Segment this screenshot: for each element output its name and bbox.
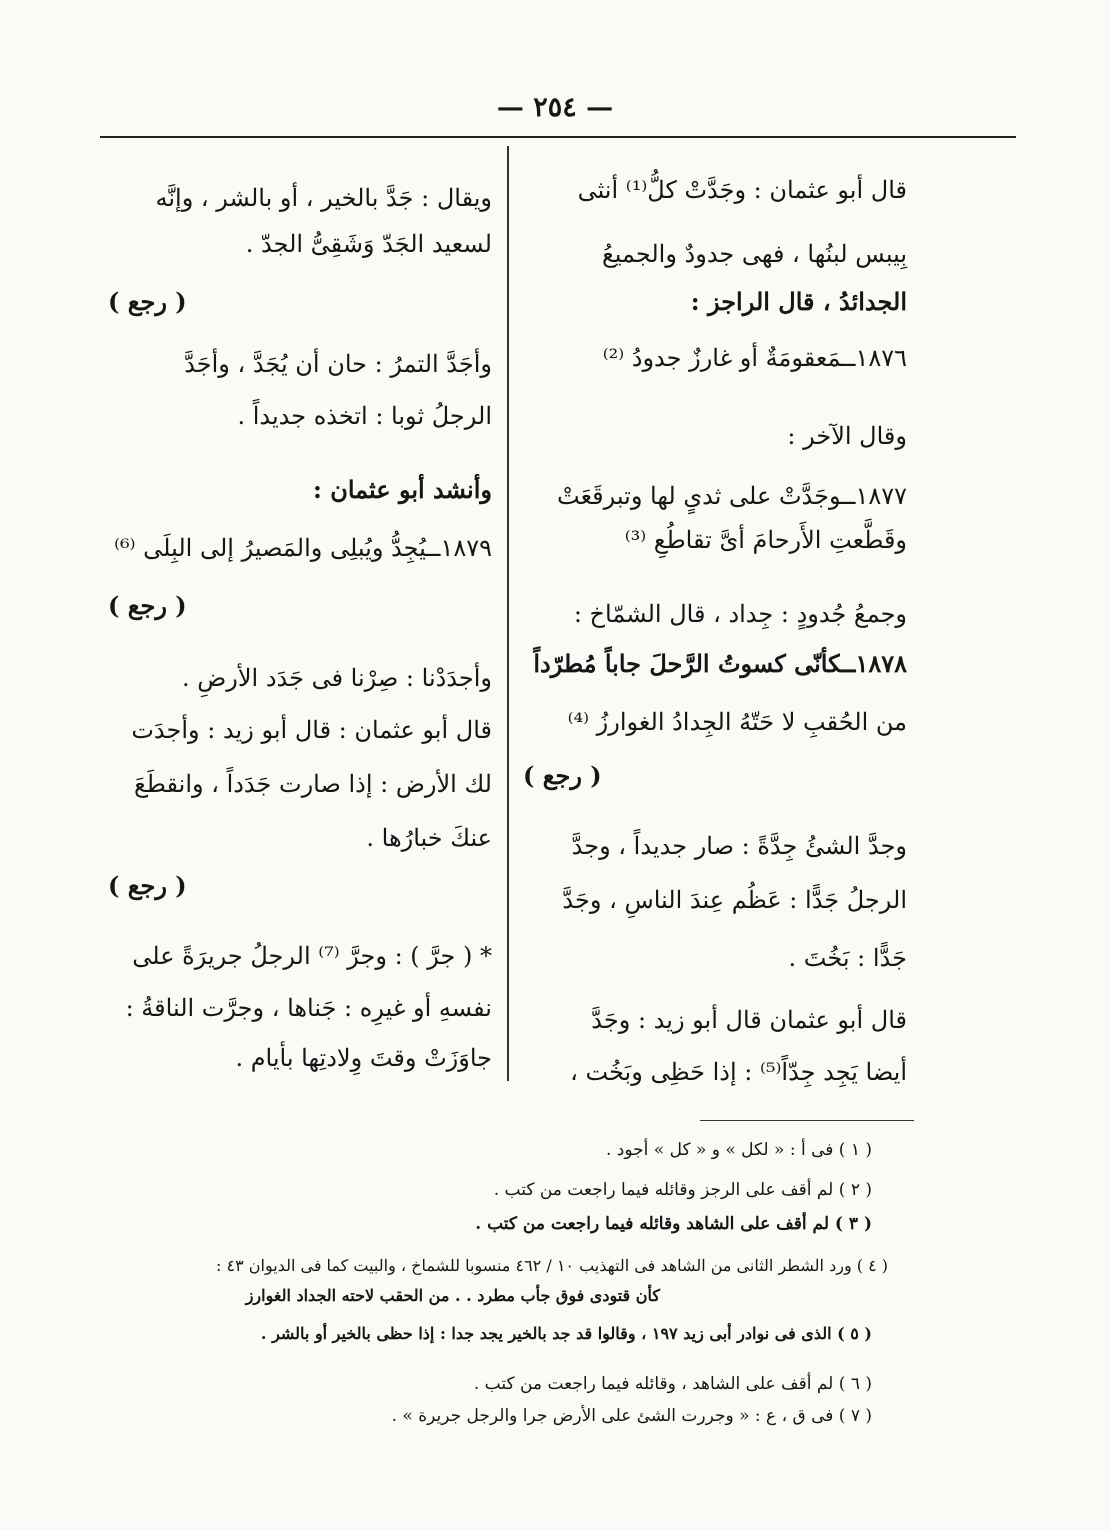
footnote: ( ٧ ) فى ق ، ع : « وجررت الشئ على الأرض جرا والرجل جريرة » . [391,1406,872,1426]
text-line: أيضا يَجِد جِدّاً⁽⁵⁾ : إذا حَظِى وبَخُت ، [570,1058,907,1086]
footnote-verse: كأن قتودى فوق جأب مطرد . . من الحقب لاحته الجداد الغوارز [245,1286,660,1305]
text-line: عنكَ خبارُها . [366,824,492,852]
text-line: الرجلُ ثوبا : اتخذه جديداً . [237,402,492,430]
footnote: ( ٤ ) ورد الشطر الثانى من الشاهد فى التهذيب ١٠ / ٤٦٢ منسوبا للشماخ ، والبيت كما فى الديوان ٤٣ : [216,1256,888,1275]
footnote: ( ٦ ) لم أقف على الشاهد ، وقائله فيما راجعت من كتب . [473,1374,872,1394]
text-line: لك الأرض : إذا صارت جَدَداً ، وانقطَعَ [134,770,492,798]
section-marker: ( رجع ) [108,287,187,316]
footnote: ( ٥ ) الذى فى نوادر أبى زيد ١٩٧ ، وقالوا قد جد بالخير يجد جدا : إذا حظى بالخير أو بالشر . [260,1324,872,1343]
text-line: وأنشد أبو عثمان : [313,475,492,504]
section-marker: ( رجع ) [108,871,187,900]
page-number: — ٢٥٤ — [496,92,614,123]
text-line: ويقال : جَدَّ بالخير ، أو بالشر ، وإنَّه [155,184,492,212]
footnote: ( ٣ ) لم أقف على الشاهد وقائله فيما راجعت من كتب . [475,1214,872,1234]
text-line: وجمعُ جُدودٍ : جِداد ، قال الشمّاخ : [573,600,907,628]
verse-line: ١٨٧٨ــكأنّى كسوتُ الرَّحلَ جاباً مُطرّداً [533,649,907,678]
verse-line: من الحُقبِ لا حَتّهُ الجِدادُ الغوارزُ ⁽⁴⁾ [567,708,907,736]
footnote: ( ٢ ) لم أقف على الرجز وقائله فيما راجعت من كتب . [493,1180,872,1200]
text-line: وأجدَدْنا : صِرْنا فى جَدَد الأرضِ . [181,664,492,692]
text-line: * ( جرَّ ) : وجرَّ ⁽⁷⁾ الرجلُ جريرَةً على [132,942,492,970]
section-marker: ( رجع ) [108,591,187,620]
footnote: ( ١ ) فى أ : « لكل » و « كل » أجود . [605,1140,872,1160]
text-line: وجدَّ الشئُ جِدَّةً : صار جديداً ، وجدَّ [571,832,907,860]
text-line: الجدائدُ ، قال الراجز : [690,287,907,316]
text-line: قال أبو عثمان : قال أبو زيد : وأجدَت [131,716,492,744]
verse-line: ١٨٧٦ــمَعقومَةٌ أو غارزٌ جدودُ ⁽²⁾ [602,344,907,372]
text-line: جَدًّا : بَخُتَ . [788,944,907,972]
text-line: جاوَزَتْ وقتَ وِلادتِها بأيام . [235,1044,492,1072]
text-line: قال أبو عثمان قال أبو زيد : وجَدَّ [591,1006,907,1034]
section-marker: ( رجع ) [523,761,602,790]
text-line: الرجلُ جَدًّا : عَظُم عِندَ الناسِ ، وجَدَّ [562,886,907,914]
text-line: نفسهِ أو غيرِه : جَناها ، وجرَّت الناقةُ : [125,994,492,1022]
verse-line: ١٨٧٧ــوجَدَّتْ على ثدىٍ لها وتبرقَعَتْ [557,482,907,510]
text-line: لسعيد الجَدّ وَشَقِىُّ الجدّ . [245,230,492,258]
text-line: وأجَدَّ التمرُ : حان أن يُجَدَّ ، وأجَدَّ [184,350,492,378]
verse-line: ١٨٧٩ــيُجِدُّ ويُبلِى والمَصيرُ إلى البِلَى ⁽⁶⁾ [114,534,492,562]
text-line: قال أبو عثمان : وجَدَّتْ كلُّ⁽¹⁾ أنثى [577,176,907,204]
text-line: وقال الآخر : [787,422,907,450]
text-line: بِيبس لبنُها ، فهى جدودٌ والجميعُ [601,240,907,268]
verse-line: وقَطَّعتِ الأَرحامَ أىَّ تقاطُعِ ⁽³⁾ [624,526,907,554]
